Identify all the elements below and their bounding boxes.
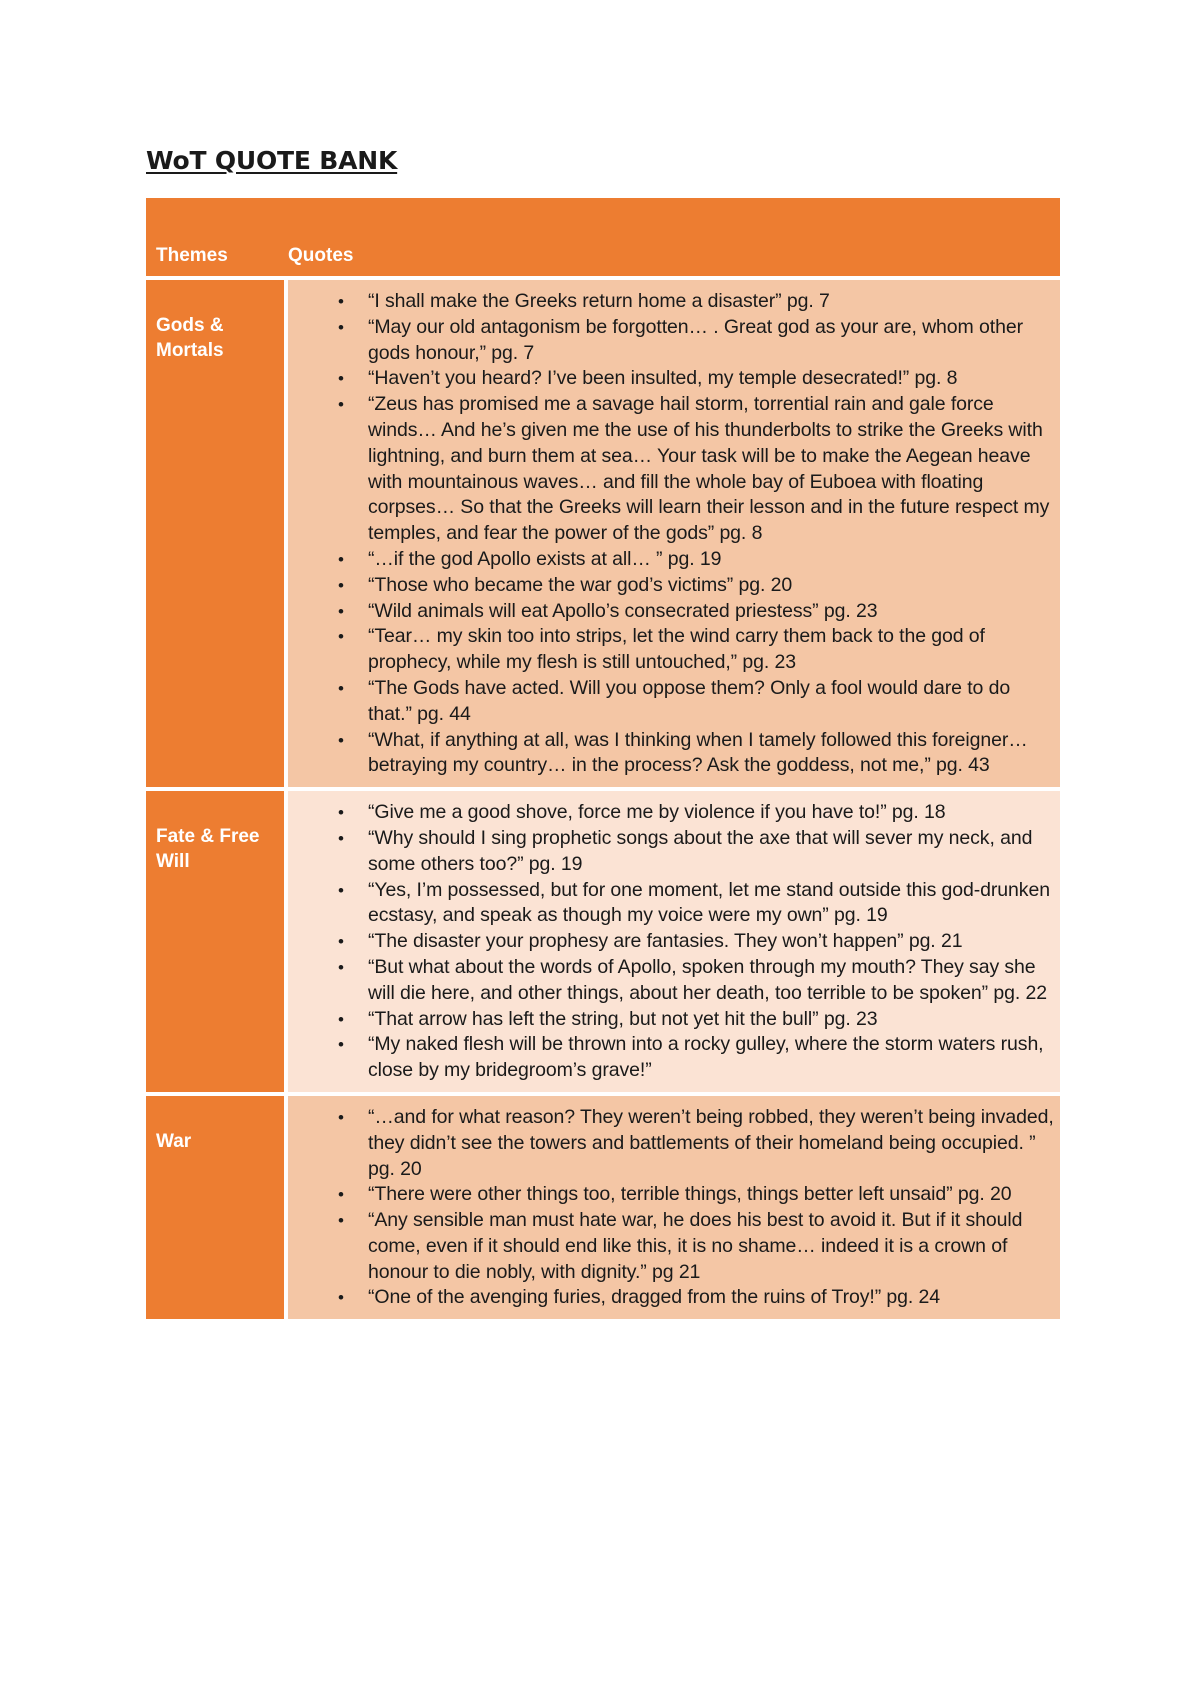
bullet-icon: •: [338, 292, 344, 311]
quote-text: “Give me a good shove, force me by violence if you have to!” pg. 18: [368, 801, 946, 824]
header-quotes: Quotes: [288, 198, 1060, 280]
quote-item: [288, 599, 1054, 625]
quote-item: [288, 624, 1054, 676]
quote-text: “What, if anything at all, was I thinking when I tamely followed this foreigner… betraying my country… in the process? Ask the goddess, not me,” pg. 43: [368, 728, 1028, 777]
bullet-icon: •: [338, 549, 344, 569]
document-page: [146, 146, 1060, 1323]
quote-item: [288, 929, 1054, 955]
quotes-cell: [288, 1096, 1060, 1323]
quote-item: [288, 315, 1054, 367]
bullet-icon: •: [338, 575, 344, 595]
theme-row-fate-free-will: [146, 791, 1060, 1096]
theme-label: War: [146, 1096, 288, 1323]
quote-text: “…if the god Apollo exists at all… ” pg. 19: [368, 547, 722, 570]
quote-text: “Wild animals will eat Apollo’s consecrated priestess” pg. 23: [368, 599, 878, 622]
quote-list: [288, 800, 1054, 1084]
quotes-cell: [288, 280, 1060, 791]
quote-item: [288, 728, 1054, 780]
quote-table: [146, 198, 1060, 1323]
quote-item: [288, 1182, 1054, 1208]
theme-row-gods-mortals: [146, 280, 1060, 791]
quote-item: [288, 1105, 1054, 1182]
quote-item: [288, 676, 1054, 728]
quote-item: [288, 800, 1054, 826]
quote-item: [288, 955, 1054, 1007]
bullet-icon: •: [338, 1288, 344, 1308]
quote-text: “I shall make the Greeks return home a disaster” pg. 7: [368, 290, 830, 312]
bullet-icon: •: [338, 957, 344, 977]
quote-text: “My naked flesh will be thrown into a rocky gulley, where the storm waters rush, close by my bridegroom’s grave!”: [368, 1033, 1044, 1082]
quote-item: [288, 573, 1054, 599]
quote-item: [288, 1208, 1054, 1285]
quote-item: [288, 1032, 1054, 1084]
quote-text: “…and for what reason? They weren’t being robbed, they weren’t being invaded, they didn’t see the towers and battlements of their homeland being occupied. ” pg. 20: [368, 1105, 1054, 1180]
quote-text: “Tear… my skin too into strips, let the wind carry them back to the god of prophecy, while my flesh is still untouched,” pg. 23: [368, 625, 985, 674]
header-themes: Themes: [146, 198, 288, 280]
quote-item: [288, 826, 1054, 878]
quote-text: “But what about the words of Apollo, spoken through my mouth? They say she will die here, and other things, about her death, too terrible to be spoken” pg. 22: [368, 955, 1047, 1004]
bullet-icon: •: [338, 1211, 344, 1231]
quote-text: “Why should I sing prophetic songs about the axe that will sever my neck, and some others too?” pg. 19: [368, 826, 1033, 875]
bullet-icon: •: [338, 369, 344, 389]
bullet-icon: •: [338, 1185, 344, 1205]
quote-item: [288, 392, 1054, 547]
document-title: WoT QUOTE BANK: [146, 146, 398, 175]
quote-text: “That arrow has left the string, but not yet hit the bull” pg. 23: [368, 1007, 878, 1030]
bullet-icon: •: [338, 730, 344, 750]
quote-text: “Yes, I’m possessed, but for one moment, let me stand outside this god-drunken ecstasy, and speak as though my voice were my own” pg. 19: [368, 878, 1050, 927]
quote-text: “May our old antagonism be forgotten… . Great god as your are, whom other gods honour,” pg. 7: [368, 315, 1023, 364]
quote-item: [288, 1007, 1054, 1033]
bullet-icon: •: [338, 828, 344, 848]
theme-label: Fate & Free Will: [146, 791, 288, 1096]
quote-text: “One of the avenging furies, dragged from the ruins of Troy!” pg. 24: [368, 1286, 941, 1309]
bullet-icon: •: [338, 880, 344, 900]
quotes-cell: [288, 791, 1060, 1096]
quote-item: [288, 878, 1054, 930]
table-header-row: [146, 198, 1060, 280]
bullet-icon: •: [338, 395, 344, 415]
quote-text: “There were other things too, terrible things, things better left unsaid” pg. 20: [368, 1183, 1012, 1206]
bullet-icon: •: [338, 932, 344, 952]
bullet-icon: •: [338, 317, 344, 337]
quote-text: “Any sensible man must hate war, he does his best to avoid it. But if it should come, even if it should end like this, it is no shame… indeed it is a crown of honour to die nobly, with dignity.” pg 21: [368, 1209, 1023, 1283]
quote-item: [288, 366, 1054, 392]
quote-item: [288, 547, 1054, 573]
quote-list: [288, 289, 1054, 779]
bullet-icon: •: [338, 803, 344, 823]
quote-text: “Haven’t you heard? I’ve been insulted, my temple desecrated!” pg. 8: [368, 367, 958, 390]
quote-item: [288, 1285, 1054, 1311]
bullet-icon: •: [338, 1107, 344, 1127]
bullet-icon: •: [338, 678, 344, 698]
bullet-icon: •: [338, 1009, 344, 1029]
quote-list: [288, 1105, 1054, 1311]
theme-label: Gods & Mortals: [146, 280, 288, 791]
quote-text: “The Gods have acted. Will you oppose them? Only a fool would dare to do that.” pg. 44: [368, 676, 1011, 725]
quote-text: “Zeus has promised me a savage hail storm, torrential rain and gale force winds… And he’s given me the use of his thunderbolts to strike the Greeks with lightning, and burn them at sea… Your task will be to make the Aegean heave with mountainous waves… and fill the whole bay of Euboea with floating corpses… So that the Greeks will learn their lesson and in the future respect my temples, and fear the power of the gods” pg. 8: [368, 393, 1050, 545]
bullet-icon: •: [338, 627, 344, 647]
bullet-icon: •: [338, 1035, 344, 1055]
theme-row-war: [146, 1096, 1060, 1323]
quote-text: “Those who became the war god’s victims” pg. 20: [368, 573, 793, 596]
bullet-icon: •: [338, 601, 344, 621]
quote-text: “The disaster your prophesy are fantasies. They won’t happen” pg. 21: [368, 930, 963, 953]
quote-item: [288, 289, 1054, 315]
